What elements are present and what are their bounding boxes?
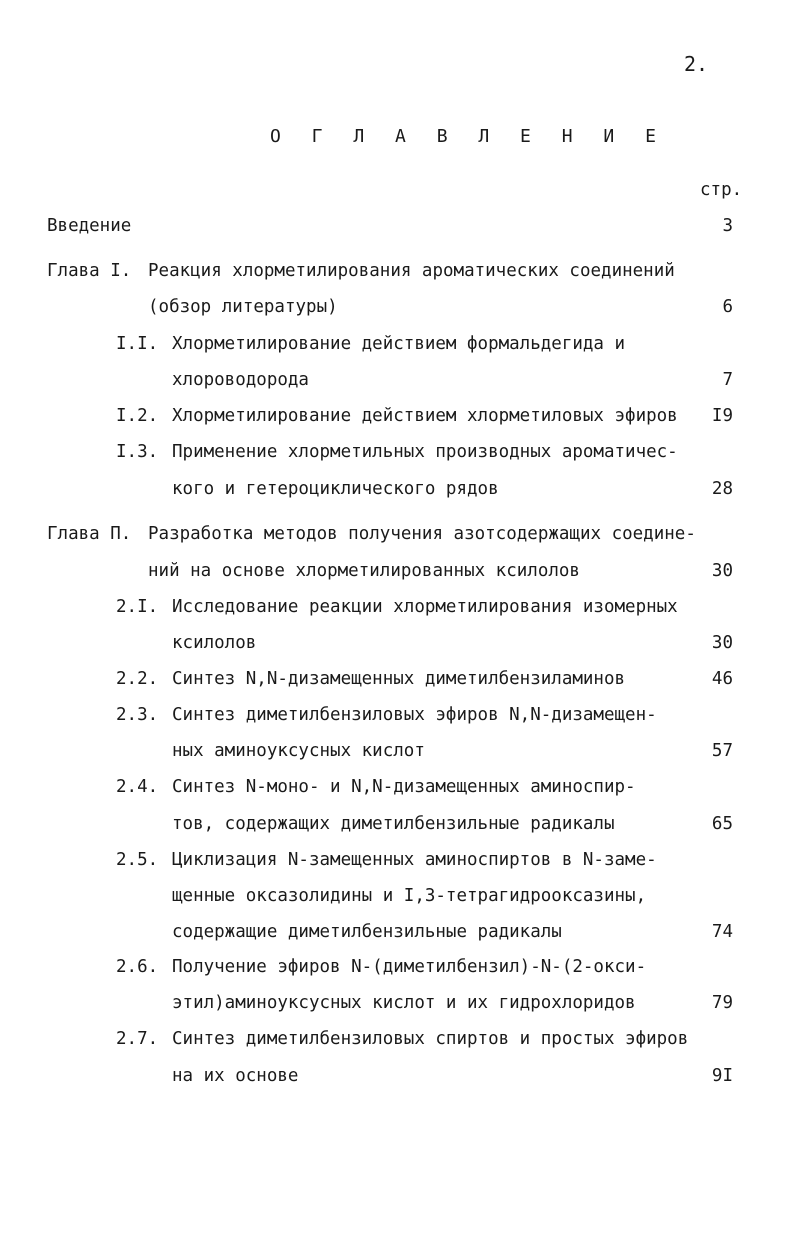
section-title-line1: Синтез N-моно- и N,N-дизамещенных аминоспир- (172, 777, 636, 797)
section-title-line2: тов, содержащих диметилбензильные радикалы (172, 814, 615, 834)
chapter-2-title-line1: Разработка методов получения азотсодержащих соедине- (148, 524, 696, 544)
document-title: О Г Л А В Л Е Н И Е (270, 126, 666, 147)
section-title-line3: содержащие диметилбензильные радикалы (172, 922, 562, 942)
section-number: I.3. (116, 442, 159, 462)
section-page: 74 (711, 922, 733, 942)
chapter-1-title-line1: Реакция хлорметилирования ароматических соединений (148, 261, 675, 281)
section-title-line2: хлороводорода (172, 370, 309, 390)
section-number: 2.7. (116, 1029, 159, 1049)
section-page: 7 (722, 370, 733, 390)
chapter-1-title-line2: (обзор литературы) (148, 297, 338, 317)
section-title-line1: Хлорметилирование действием формальдегида и (172, 334, 626, 354)
section-page: 9I (711, 1066, 733, 1086)
section-title-line2: ных аминоуксусных кислот (172, 741, 425, 761)
section-page: 79 (711, 993, 733, 1013)
section-title-line1: Применение хлорметильных производных ароматичес- (172, 442, 678, 462)
section-page: 30 (711, 633, 733, 653)
section-number: I.2. (116, 406, 159, 426)
section-title-line1: Синтез диметилбензиловых эфиров N,N-дизамещен- (172, 705, 657, 725)
section-number: 2.4. (116, 777, 159, 797)
toc-intro-page: 3 (722, 216, 733, 236)
section-title-line1: Синтез диметилбензиловых спиртов и простых эфиров (172, 1029, 689, 1049)
section-title-line2: этил)аминоуксусных кислот и их гидрохлоридов (172, 993, 636, 1013)
section-page: 65 (711, 814, 733, 834)
section-number: 2.I. (116, 597, 159, 617)
page-number: 2. (684, 52, 709, 76)
toc-intro-label: Введение (47, 216, 132, 236)
section-page: 46 (711, 669, 733, 689)
section-page: 57 (711, 741, 733, 761)
section-title-line1: Получение эфиров N-(диметилбензил)-N-(2-окси- (172, 957, 647, 977)
section-page: I9 (711, 406, 733, 426)
section-title-line2: кого и гетероциклического рядов (172, 479, 499, 499)
pages-column-label: стр. (700, 180, 743, 200)
section-number: 2.5. (116, 850, 159, 870)
chapter-1-page: 6 (722, 297, 733, 317)
section-number: 2.3. (116, 705, 159, 725)
section-title-line2: ксилолов (172, 633, 257, 653)
section-number: 2.6. (116, 957, 159, 977)
chapter-2-page: 30 (711, 561, 733, 581)
section-title-line1: Синтез N,N-дизамещенных диметилбензиламинов (172, 669, 626, 689)
section-number: I.I. (116, 334, 159, 354)
chapter-2-title-line2: ний на основе хлорметилированных ксилолов (148, 561, 580, 581)
section-number: 2.2. (116, 669, 159, 689)
chapter-1-prefix: Глава I. (47, 261, 132, 281)
section-title-line1: Хлорметилирование действием хлорметиловых эфиров (172, 406, 678, 426)
section-title-line1: Циклизация N-замещенных аминоспиртов в N-заме- (172, 850, 657, 870)
section-title-line2: щенные оксазолидины и I,3-тетрагидрооксазины, (172, 886, 647, 906)
section-title-line2: на их основе (172, 1066, 299, 1086)
section-page: 28 (711, 479, 733, 499)
section-title-line1: Исследование реакции хлорметилирования изомерных (172, 597, 678, 617)
chapter-2-prefix: Глава П. (47, 524, 132, 544)
